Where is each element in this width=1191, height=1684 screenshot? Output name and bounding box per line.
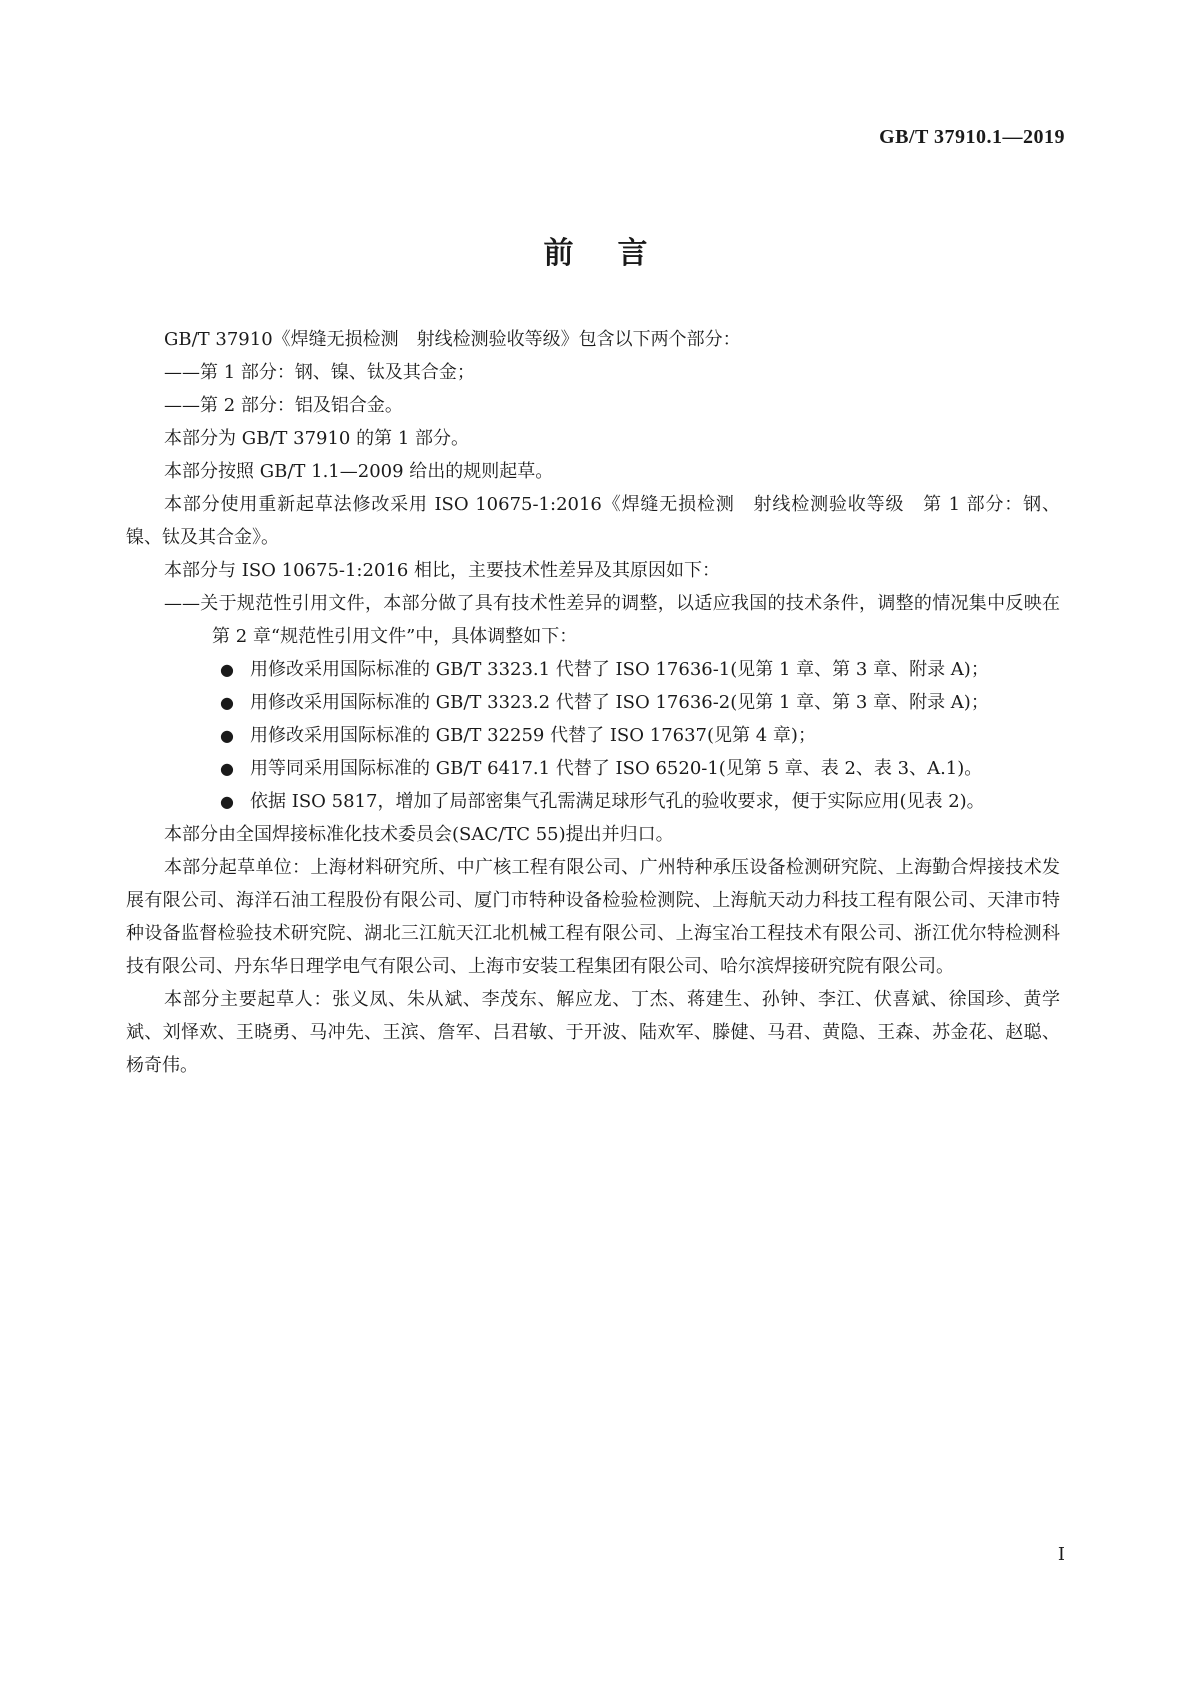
- intro-paragraph: GB/T 37910《焊缝无损检测 射线检测验收等级》包含以下两个部分：: [164, 329, 741, 350]
- list-item-text: 用修改采用国际标准的 GB/T 3323.1 代替了 ISO 17636-1(见第 1 章、第 3 章、附录 A)；: [250, 659, 989, 680]
- this-part-paragraph: 本部分为 GB/T 37910 的第 1 部分。: [164, 428, 469, 449]
- drafting-rules-paragraph: 本部分按照 GB/T 1.1—2009 给出的规则起草。: [164, 461, 554, 482]
- list-item-text: 用修改采用国际标准的 GB/T 3323.2 代替了 ISO 17636-2(见第 1 章、第 3 章、附录 A)；: [250, 692, 989, 713]
- list-item: [126, 653, 1060, 686]
- bullet-icon: ●: [220, 660, 234, 679]
- normative-reference-item: ——关于规范性引用文件，本部分做了具有技术性差异的调整，以适应我国的技术条件，调整的情况集中反映在第 2 章“规范性引用文件”中，具体调整如下：: [164, 593, 1060, 647]
- document-code: GB/T 37910.1—2019: [879, 126, 1065, 148]
- list-item-text: 依据 ISO 5817，增加了局部密集气孔需满足球形气孔的验收要求，便于实际应用(见表 2)。: [250, 791, 985, 812]
- bullet-icon: ●: [220, 792, 234, 811]
- list-item: [126, 686, 1060, 719]
- part-2-item: ——第 2 部分：铝及铝合金。: [164, 395, 403, 416]
- proposed-by-paragraph: 本部分由全国焊接标准化技术委员会(SAC/TC 55)提出并归口。: [164, 824, 674, 845]
- list-item: [126, 719, 1060, 752]
- bullet-icon: ●: [220, 726, 234, 745]
- page-title: 前言: [543, 236, 692, 271]
- drafters-paragraph: 本部分主要起草人：张义凤、朱从斌、李茂东、解应龙、丁杰、蒋建生、孙钟、李江、伏喜斌、徐国珍、黄学斌、刘怿欢、王晓勇、马冲先、王滨、詹军、吕君敏、于开波、陆欢军、滕健、马君、黄隐、王森、苏金花、赵聪、杨奇伟。: [126, 989, 1060, 1076]
- foreword-body: [126, 323, 1060, 1082]
- list-item: [126, 785, 1060, 818]
- bullet-icon: ●: [220, 693, 234, 712]
- comparison-paragraph: 本部分与 ISO 10675-1:2016 相比，主要技术性差异及其原因如下：: [164, 560, 721, 581]
- adoption-paragraph: 本部分使用重新起草法修改采用 ISO 10675-1:2016《焊缝无损检测 射线检测验收等级 第 1 部分：钢、镍、钛及其合金》。: [126, 494, 1060, 548]
- drafting-units-paragraph: 本部分起草单位：上海材料研究所、中广核工程有限公司、广州特种承压设备检测研究院、上海勤合焊接技术发展有限公司、海洋石油工程股份有限公司、厦门市特种设备检验检测院、上海航天动力科技工程有限公司、天津市特种设备监督检验技术研究院、湖北三江航天江北机械工程有限公司、上海宝冶工程技术有限公司、浙江优尔特检测科技有限公司、丹东华日理学电气有限公司、上海市安装工程集团有限公司、哈尔滨焊接研究院有限公司。: [126, 857, 1060, 977]
- part-1-item: ——第 1 部分：钢、镍、钛及其合金；: [164, 362, 475, 383]
- list-item-text: 用等同采用国际标准的 GB/T 6417.1 代替了 ISO 6520-1(见第 5 章、表 2、表 3、A.1)。: [250, 758, 983, 779]
- list-item: [126, 752, 1060, 785]
- list-item-text: 用修改采用国际标准的 GB/T 32259 代替了 ISO 17637(见第 4 章)；: [250, 725, 816, 746]
- page-number: I: [1057, 1544, 1065, 1565]
- bullet-icon: ●: [220, 759, 234, 778]
